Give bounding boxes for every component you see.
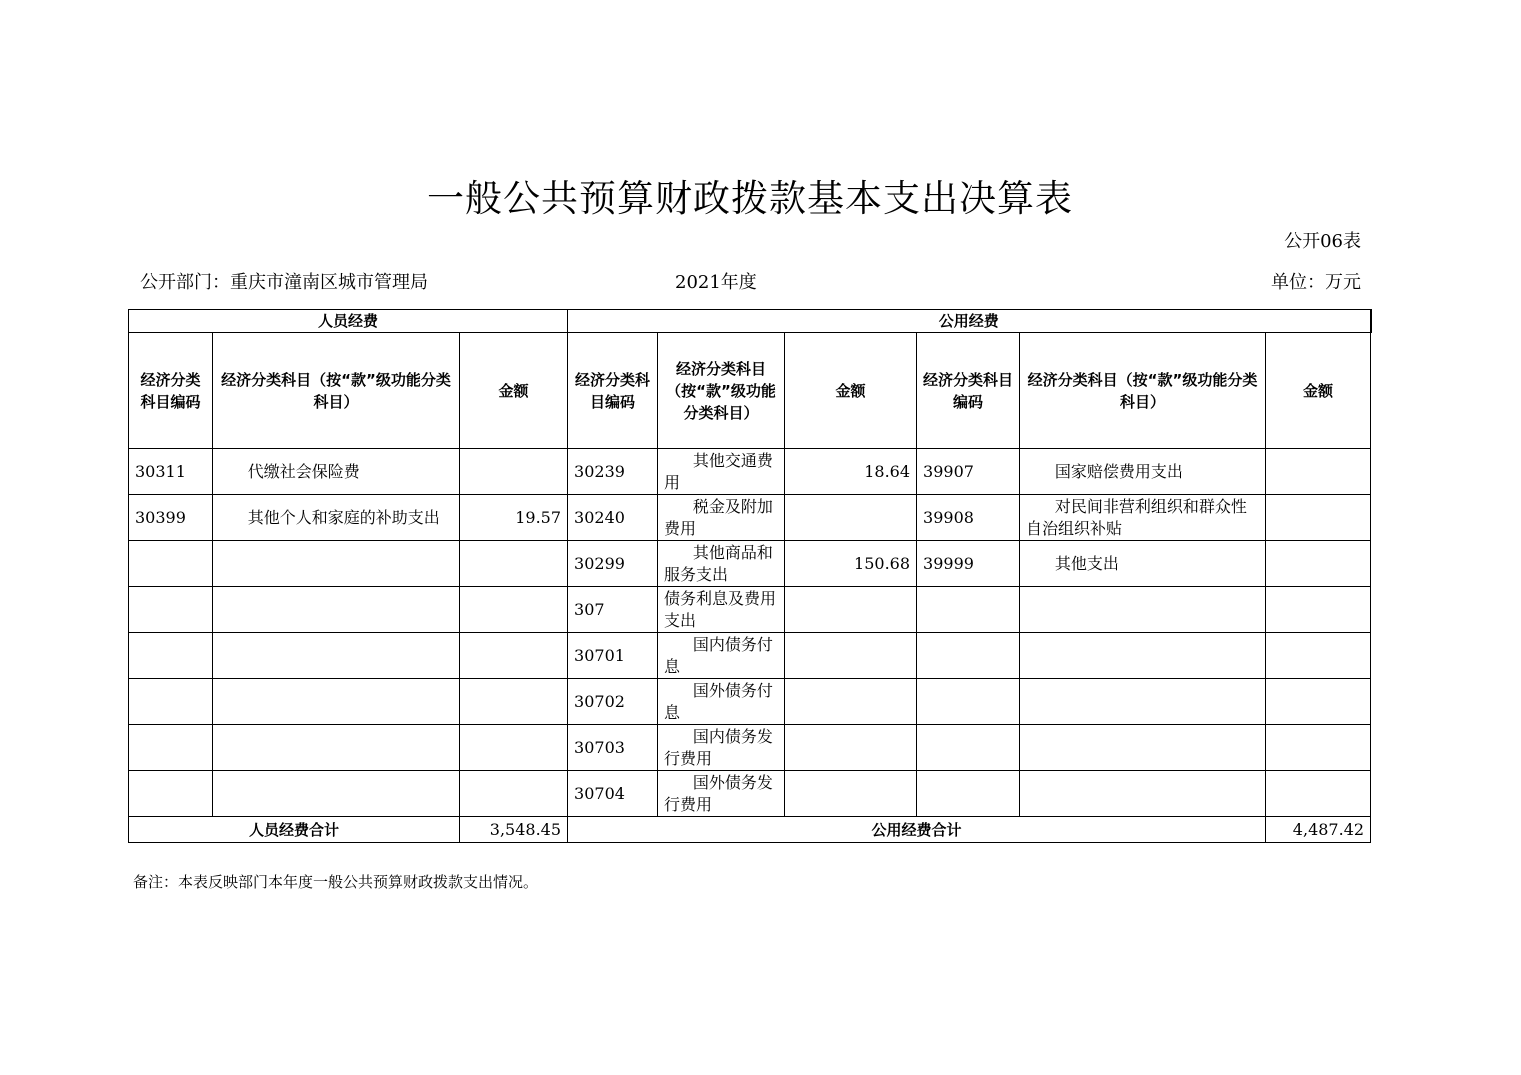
cell-p-amount xyxy=(460,725,568,771)
cell-c2-amount xyxy=(1266,725,1371,771)
cell-c2-amount xyxy=(1266,587,1371,633)
cell-p-code xyxy=(129,587,213,633)
cell-c2-name: 其他支出 xyxy=(1020,541,1266,587)
cell-p-name xyxy=(213,679,460,725)
cell-p-name xyxy=(213,587,460,633)
header-c2-code: 经济分类科目编码 xyxy=(917,333,1020,449)
cell-c2-amount xyxy=(1266,771,1371,817)
cell-p-code: 30311 xyxy=(129,449,213,495)
cell-c2-name: 国家赔偿费用支出 xyxy=(1020,449,1266,495)
personnel-total-label: 人员经费合计 xyxy=(129,817,460,843)
cell-c1-name: 税金及附加费用 xyxy=(658,495,785,541)
cell-p-amount xyxy=(460,587,568,633)
cell-c1-amount xyxy=(785,771,917,817)
header-c2-name: 经济分类科目（按“款”级功能分类科目） xyxy=(1020,333,1266,449)
totals-row xyxy=(129,817,1371,843)
cell-p-amount xyxy=(460,449,568,495)
cell-c1-amount xyxy=(785,633,917,679)
year-label: 2021年度 xyxy=(675,272,757,293)
cell-c1-name: 国内债务发行费用 xyxy=(658,725,785,771)
cell-c2-code: 39908 xyxy=(917,495,1020,541)
cell-c2-name xyxy=(1020,771,1266,817)
cell-c1-code: 30702 xyxy=(568,679,658,725)
table-code: 公开06表 xyxy=(1284,231,1361,252)
cell-c1-amount xyxy=(785,587,917,633)
cell-c2-code xyxy=(917,771,1020,817)
unit-label: 单位：万元 xyxy=(1271,272,1361,293)
cell-c1-amount: 18.64 xyxy=(785,449,917,495)
cell-c2-code xyxy=(917,679,1020,725)
header-c1-amount: 金额 xyxy=(785,333,917,449)
cell-p-name xyxy=(213,725,460,771)
cell-c2-code xyxy=(917,633,1020,679)
department-label: 公开部门：重庆市潼南区城市管理局 xyxy=(140,272,428,293)
cell-c2-name xyxy=(1020,633,1266,679)
header-p-amount: 金额 xyxy=(460,333,568,449)
column-header-row xyxy=(129,333,1371,449)
cell-c1-code: 30239 xyxy=(568,449,658,495)
expenditure-table xyxy=(128,309,1372,843)
cell-c1-code: 30703 xyxy=(568,725,658,771)
cell-p-name: 代缴社会保险费 xyxy=(213,449,460,495)
cell-c2-amount xyxy=(1266,495,1371,541)
cell-c2-amount xyxy=(1266,679,1371,725)
cell-p-code xyxy=(129,541,213,587)
table-row xyxy=(129,725,1371,771)
cell-c2-code xyxy=(917,725,1020,771)
cell-c2-code xyxy=(917,587,1020,633)
cell-c2-name xyxy=(1020,679,1266,725)
cell-c1-amount xyxy=(785,495,917,541)
group-header-row xyxy=(129,310,1371,333)
cell-c2-code: 39907 xyxy=(917,449,1020,495)
cell-p-code xyxy=(129,725,213,771)
header-c2-amount: 金额 xyxy=(1266,333,1371,449)
cell-p-code: 30399 xyxy=(129,495,213,541)
group-public: 公用经费 xyxy=(568,310,1371,333)
cell-c1-code: 30701 xyxy=(568,633,658,679)
header-c1-code: 经济分类科目编码 xyxy=(568,333,658,449)
cell-p-amount xyxy=(460,771,568,817)
group-personnel: 人员经费 xyxy=(129,310,568,333)
cell-p-name xyxy=(213,771,460,817)
public-total-label: 公用经费合计 xyxy=(568,817,1266,843)
cell-p-name xyxy=(213,541,460,587)
cell-c2-name xyxy=(1020,587,1266,633)
cell-c1-code: 30240 xyxy=(568,495,658,541)
cell-p-amount xyxy=(460,679,568,725)
header-p-code: 经济分类科目编码 xyxy=(129,333,213,449)
cell-c2-code: 39999 xyxy=(917,541,1020,587)
cell-p-amount: 19.57 xyxy=(460,495,568,541)
header-c1-name: 经济分类科目（按“款”级功能分类科目） xyxy=(658,333,785,449)
cell-c1-name: 国外债务发行费用 xyxy=(658,771,785,817)
table-row xyxy=(129,679,1371,725)
table-row xyxy=(129,771,1371,817)
cell-c2-amount xyxy=(1266,541,1371,587)
table-row xyxy=(129,633,1371,679)
cell-c2-amount xyxy=(1266,633,1371,679)
cell-c1-name: 国内债务付息 xyxy=(658,633,785,679)
header-p-name: 经济分类科目（按“款”级功能分类科目） xyxy=(213,333,460,449)
cell-p-amount xyxy=(460,541,568,587)
cell-c2-name xyxy=(1020,725,1266,771)
cell-c1-amount: 150.68 xyxy=(785,541,917,587)
public-total-value: 4,487.42 xyxy=(1266,817,1371,843)
cell-c1-name: 其他商品和服务支出 xyxy=(658,541,785,587)
page-title: 一般公共预算财政拨款基本支出决算表 xyxy=(427,177,1073,220)
cell-c1-name: 其他交通费用 xyxy=(658,449,785,495)
table-row xyxy=(129,449,1371,495)
cell-c1-code: 307 xyxy=(568,587,658,633)
table-row xyxy=(129,541,1371,587)
cell-c1-code: 30704 xyxy=(568,771,658,817)
cell-p-code xyxy=(129,771,213,817)
cell-p-code xyxy=(129,679,213,725)
cell-p-code xyxy=(129,633,213,679)
table-row xyxy=(129,587,1371,633)
footnote: 备注：本表反映部门本年度一般公共预算财政拨款支出情况。 xyxy=(133,873,539,891)
cell-c1-name: 债务利息及费用支出 xyxy=(658,587,785,633)
cell-p-amount xyxy=(460,633,568,679)
cell-p-name xyxy=(213,633,460,679)
cell-c1-name: 国外债务付息 xyxy=(658,679,785,725)
cell-c1-amount xyxy=(785,725,917,771)
personnel-total-value: 3,548.45 xyxy=(460,817,568,843)
cell-c1-code: 30299 xyxy=(568,541,658,587)
cell-c2-name: 对民间非营利组织和群众性自治组织补贴 xyxy=(1020,495,1266,541)
cell-p-name: 其他个人和家庭的补助支出 xyxy=(213,495,460,541)
table-row xyxy=(129,495,1371,541)
cell-c2-amount xyxy=(1266,449,1371,495)
cell-c1-amount xyxy=(785,679,917,725)
